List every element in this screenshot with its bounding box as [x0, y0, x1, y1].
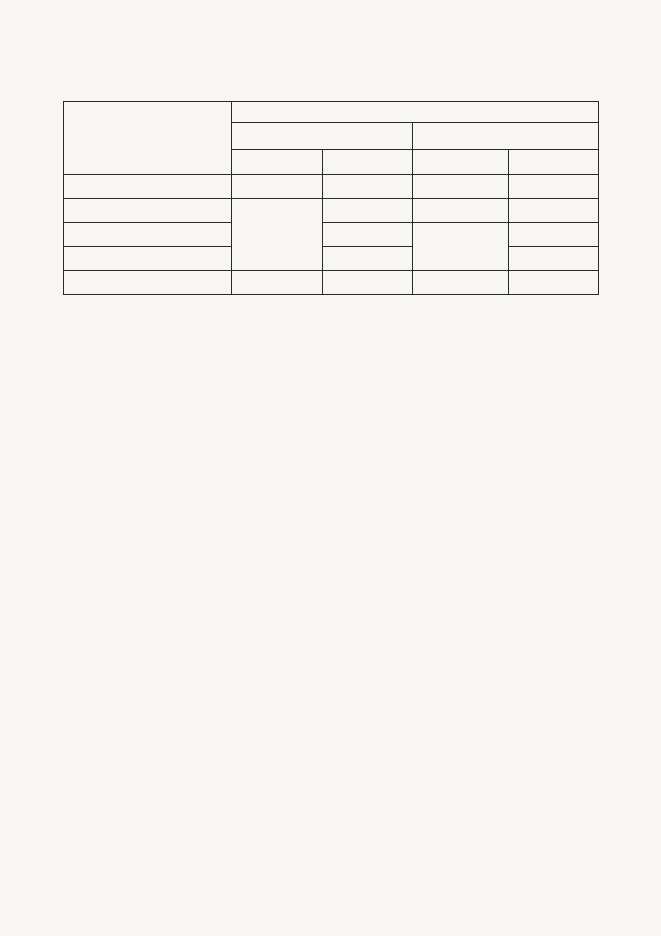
table-row-length	[64, 271, 232, 295]
hot-long-header	[232, 150, 322, 175]
bundle-ties-table	[63, 101, 599, 295]
table-cell	[412, 175, 508, 199]
table-row-length	[64, 223, 232, 247]
table-cell	[508, 199, 598, 223]
group-hot-header	[232, 123, 413, 150]
table-cell	[508, 223, 598, 247]
body-text	[63, 98, 600, 301]
table-cell	[412, 223, 508, 271]
table-cell	[322, 199, 412, 223]
table-row-length	[64, 199, 232, 223]
table-row-length	[64, 247, 232, 271]
group-cold-header	[412, 123, 598, 150]
table-cell	[508, 271, 598, 295]
table-cell	[412, 271, 508, 295]
table-cell	[322, 223, 412, 247]
cold-cross-header	[508, 150, 598, 175]
table-row-length	[64, 175, 232, 199]
table-cell	[232, 175, 322, 199]
table-cell	[508, 247, 598, 271]
cold-long-header	[412, 150, 508, 175]
col-length-header	[64, 102, 232, 175]
table-cell	[508, 175, 598, 199]
table-cell	[322, 175, 412, 199]
hot-cross-header	[322, 150, 412, 175]
table-cell	[412, 199, 508, 223]
table-cell	[232, 271, 322, 295]
table-cell	[232, 199, 322, 271]
table-cell	[322, 271, 412, 295]
col-min-header	[232, 102, 599, 123]
table-cell	[322, 247, 412, 271]
